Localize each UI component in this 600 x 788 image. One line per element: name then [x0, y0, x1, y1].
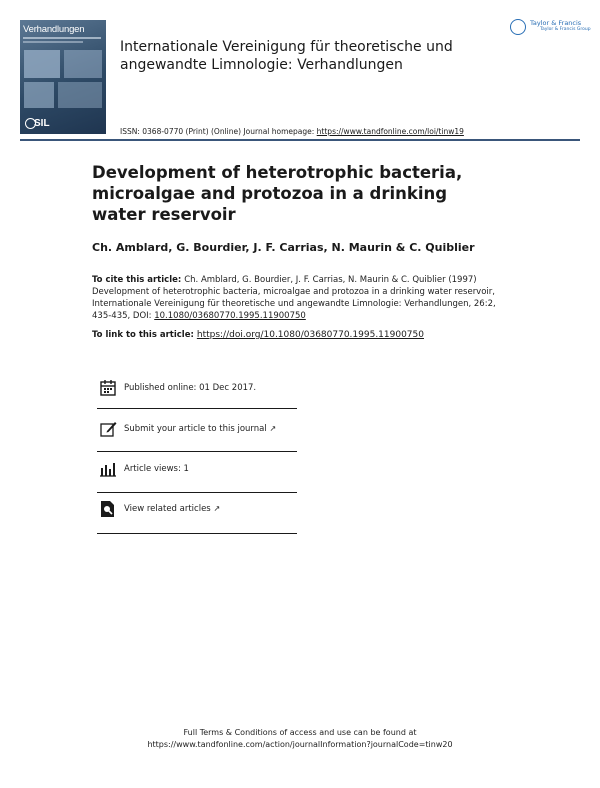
article-views-row [97, 460, 297, 480]
journal-cover-image [20, 20, 106, 134]
publisher-name: Taylor & Francis [530, 19, 582, 27]
issn-line [120, 127, 464, 136]
calendar-icon [99, 379, 117, 397]
search-document-icon [99, 500, 117, 518]
cite-label: To cite this article: [92, 275, 185, 285]
cover-title: Verhandlungen [23, 24, 85, 35]
published-row [97, 379, 297, 399]
cover-photo [58, 82, 102, 108]
article-views: Article views: 1 [124, 464, 189, 474]
related-articles-row[interactable] [97, 500, 297, 520]
journal-homepage-link[interactable]: https://www.tandfonline.com/loi/tinw19 [316, 127, 464, 136]
terms-footer [0, 727, 600, 751]
cover-decoration [23, 41, 83, 43]
submit-article-row[interactable] [97, 420, 297, 440]
cover-photo [24, 50, 60, 78]
cover-photo [64, 50, 102, 78]
issn-text: ISSN: 0368-0770 (Print) (Online) Journal homepage: [120, 127, 317, 136]
info-divider [97, 451, 297, 452]
external-link-icon: ↗ [213, 504, 221, 513]
info-divider [97, 408, 297, 409]
bar-chart-icon [99, 460, 117, 478]
cite-text: Ch. Amblard, G. Bourdier, J. F. Carrias, N. Maurin & C. Quiblier (1997) Development of heterotrophic bacteria, microalgae and protozoa in a drinking water reservoir, Internationale Vereinigung für theoretische und angewandte Limnologie: Verhandlungen, 26:2, 435-435, DOI: [92, 275, 496, 321]
citation-block [92, 274, 512, 322]
publisher-logo [510, 17, 591, 37]
publisher-logo-icon [510, 19, 526, 35]
published-date: Published online: 01 Dec 2017. [124, 383, 257, 393]
cover-photo [24, 82, 54, 108]
related-articles-link[interactable]: View related articles ↗ [124, 504, 221, 514]
header-divider [20, 139, 580, 141]
info-divider [97, 533, 297, 534]
submit-article-link[interactable]: Submit your article to this journal ↗ [124, 424, 277, 434]
cover-logo: SIL [34, 118, 50, 129]
article-title: Development of heterotrophic bacteria, microalgae and protozoa in a drinking water reservoir [92, 163, 463, 224]
article-link-line [92, 330, 424, 340]
article-doi-url-link[interactable]: https://doi.org/10.1080/03680770.1995.11900750 [196, 330, 424, 340]
external-link-icon: ↗ [269, 424, 277, 433]
article-authors: Ch. Amblard, G. Bourdier, J. F. Carrias, N. Maurin & C. Quiblier [92, 241, 475, 254]
link-label: To link to this article: [92, 330, 197, 340]
edit-icon [99, 420, 117, 438]
publisher-tagline: Taylor & Francis Group [540, 27, 591, 32]
terms-text: Full Terms & Conditions of access and use can be found at [183, 728, 417, 737]
doi-link[interactable]: 10.1080/03680770.1995.11900750 [154, 311, 306, 321]
journal-title: Internationale Vereinigung für theoretische und angewandte Limnologie: Verhandlungen [120, 39, 453, 73]
info-divider [97, 492, 297, 493]
cover-decoration [23, 37, 101, 39]
terms-url[interactable]: https://www.tandfonline.com/action/journalInformation?journalCode=tinw20 [147, 740, 453, 749]
